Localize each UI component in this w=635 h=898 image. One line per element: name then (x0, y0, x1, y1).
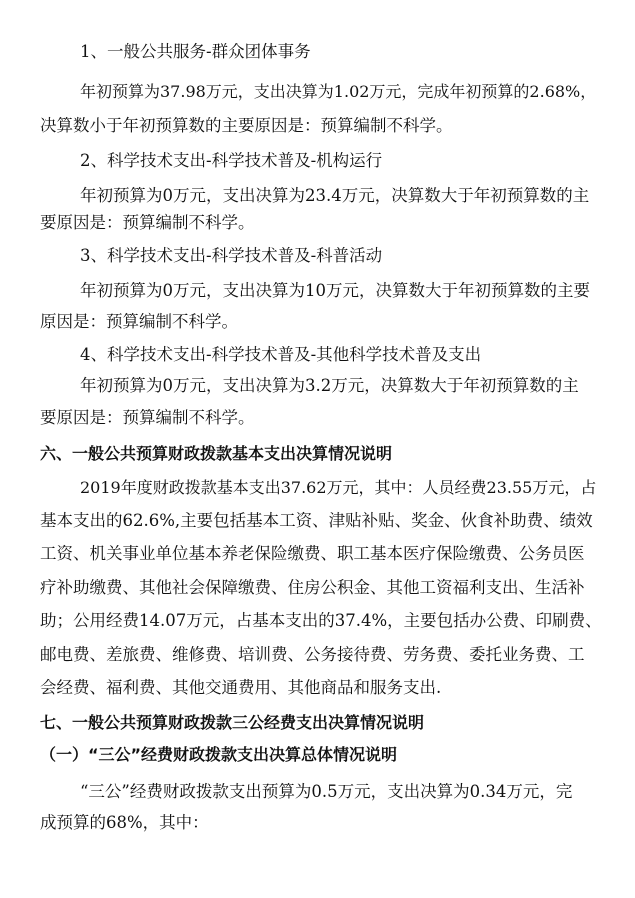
item1-text-line2: 决算数小于年初预算数的主要原因是：预算编制不科学。 (40, 116, 453, 135)
item2-text-line2: 要原因是：预算编制不科学。 (40, 213, 255, 232)
item2-text-line1: 年初预算为0万元，支出决算为23.4万元，决算数大于年初预算数的主 (80, 186, 590, 205)
section7-heading: 七、一般公共预算财政拨款三公经费支出决算情况说明 (40, 713, 425, 732)
section7-line2: 成预算的68%，其中： (40, 813, 209, 832)
section6-line3: 工资、机关事业单位基本养老保险缴费、职工基本医疗保险缴费、公务员医 (40, 544, 585, 563)
section6-line7: 会经费、福利费、其他交通费用、其他商品和服务支出. (40, 678, 442, 697)
section7-line1: “三公”经费财政拨款支出预算为0.5万元，支出决算为0.34万元，完 (80, 782, 573, 801)
section6-heading: 六、一般公共预算财政拨款基本支出决算情况说明 (40, 444, 393, 463)
item3-text-line2: 原因是：预算编制不科学。 (40, 312, 238, 331)
item1-text-line1: 年初预算为37.98万元，支出决算为1.02万元，完成年初预算的2.68%， (80, 82, 597, 101)
item4-text-line1: 年初预算为0万元，支出决算为3.2万元，决算数大于年初预算数的主 (80, 376, 579, 395)
item3-title: 3、科学技术支出-科学技术普及-科普活动 (80, 246, 383, 265)
item4-text-line2: 要原因是：预算编制不科学。 (40, 408, 255, 427)
item4-title: 4、科学技术支出-科学技术普及-其他科学技术普及支出 (80, 345, 482, 364)
item2-title: 2、科学技术支出-科学技术普及-机构运行 (80, 151, 383, 170)
item3-text-line1: 年初预算为0万元，支出决算为10万元，决算数大于年初预算数的主要 (80, 281, 590, 300)
section6-line1: 2019年度财政拨款基本支出37.62万元，其中：人员经费23.55万元，占 (80, 478, 597, 497)
section6-line6: 邮电费、差旅费、维修费、培训费、公务接待费、劳务费、委托业务费、工 (40, 645, 585, 664)
section7-subheading: （一）“三公”经费财政拨款支出决算总体情况说明 (40, 745, 398, 764)
section6-line5: 助；公用经费14.07万元，占基本支出的37.4%，主要包括办公费、印刷费、 (40, 611, 602, 630)
item1-title: 1、一般公共服务-群众团体事务 (80, 42, 311, 61)
section6-line4: 疗补助缴费、其他社会保障缴费、住房公积金、其他工资福利支出、生活补 (40, 578, 585, 597)
section6-line2: 基本支出的62.6%,主要包括基本工资、津贴补贴、奖金、伙食补助费、绩效 (40, 511, 593, 530)
